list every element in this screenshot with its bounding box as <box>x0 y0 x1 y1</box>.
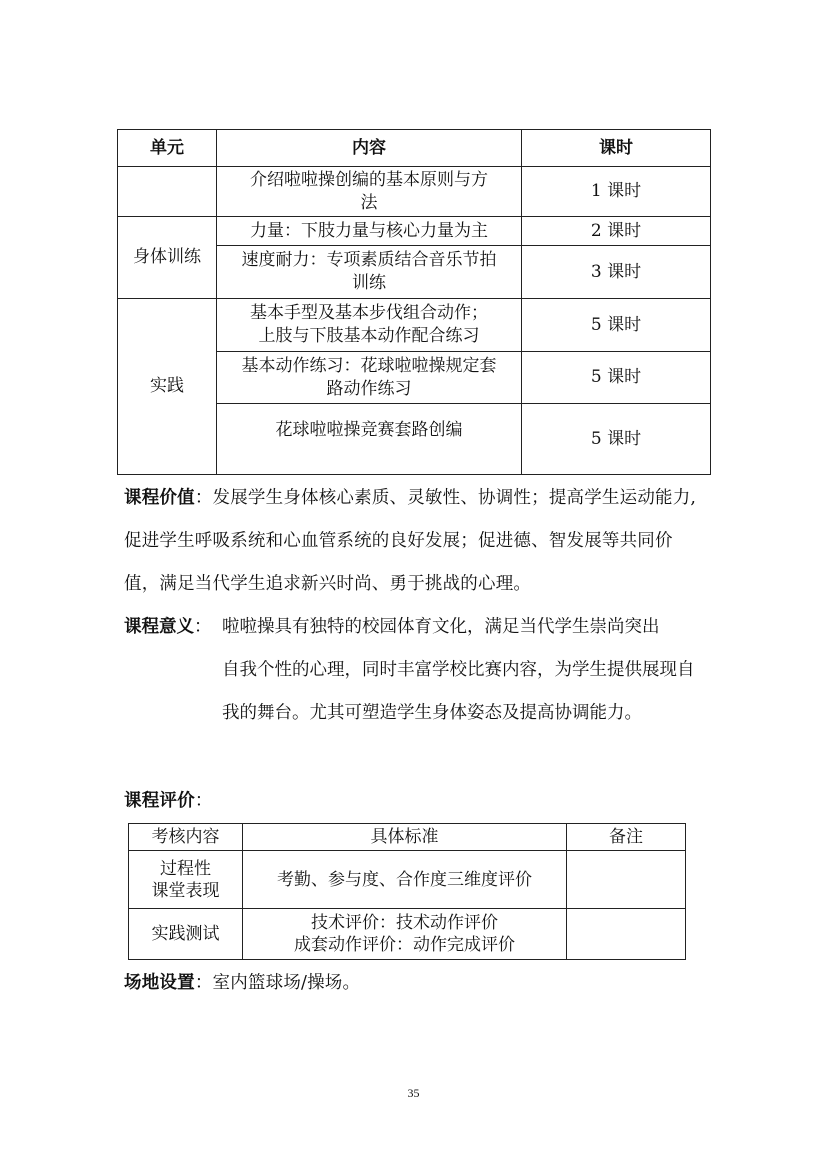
content-cell: 力量：下肢力量与核心力量为主 <box>217 217 522 246</box>
venue-colon: ： <box>194 973 213 993</box>
hours-cell: 2 课时 <box>522 217 711 246</box>
table-row <box>129 851 686 909</box>
hours-cell: 1 课时 <box>522 167 711 217</box>
table-header-row <box>118 130 711 167</box>
course-meaning-rest: 自我个性的心理，同时丰富学校比赛内容，为学生提供展现自我的舞台。尤其可塑造学生身体姿态及提高协调能力。 <box>222 660 695 723</box>
hours-cell: 5 课时 <box>522 352 711 404</box>
note-cell <box>567 851 686 909</box>
course-meaning-label: 课程意义 <box>124 617 194 637</box>
header-content: 内容 <box>217 130 522 167</box>
table-row <box>118 217 711 246</box>
page-number: 35 <box>407 1086 420 1100</box>
content-cell: 介绍啦啦操创编的基本原则与方 法 <box>217 167 522 217</box>
course-meaning-heading <box>124 606 212 649</box>
note-cell <box>567 909 686 960</box>
venue-text: 室内篮球场/操场。 <box>212 973 361 993</box>
content-cell: 基本动作练习：花球啦啦操规定套 路动作练习 <box>217 352 522 404</box>
standard-cell: 考勤、参与度、合作度三维度评价 <box>243 851 567 909</box>
table-row <box>129 909 686 960</box>
content-cell: 基本手型及基本步伐组合动作； 上肢与下肢基本动作配合练习 <box>217 299 522 352</box>
header-standard: 具体标准 <box>243 824 567 851</box>
table-row <box>118 299 711 352</box>
venue-paragraph <box>124 962 708 1005</box>
hours-cell: 5 课时 <box>522 299 711 352</box>
course-value-paragraph <box>124 477 708 606</box>
course-meaning-colon: ： <box>194 617 212 637</box>
unit-cell: 实践 <box>118 299 217 475</box>
unit-cell: 身体训练 <box>118 217 217 299</box>
table-header-row <box>129 824 686 851</box>
standard-cell: 技术评价：技术动作评价 成套动作评价：动作完成评价 <box>243 909 567 960</box>
content-cell: 花球啦啦操竞赛套路创编 <box>217 404 522 475</box>
venue-label: 场地设置 <box>124 973 195 993</box>
item-cell: 过程性 课堂表现 <box>129 851 243 909</box>
table-row <box>118 167 711 217</box>
header-unit: 单元 <box>118 130 217 167</box>
course-evaluation-label: 课程评价 <box>124 791 195 811</box>
course-meaning-line1: 啦啦操具有独特的校园体育文化，满足当代学生崇尚突出 <box>222 617 660 637</box>
evaluation-table <box>128 823 686 960</box>
hours-cell: 5 课时 <box>522 404 711 475</box>
course-value-label: 课程价值 <box>124 488 195 508</box>
course-evaluation-colon: ： <box>194 791 213 811</box>
course-units-table <box>117 129 711 475</box>
course-value-text: 发展学生身体核心素质、灵敏性、协调性；提高学生运动能力,促进学生呼吸系统和心血管系统的良好发展；促进德、智发展等共同价值，满足当代学生追求新兴时尚、勇于挑战的心理。 <box>124 488 697 594</box>
course-meaning-paragraph <box>124 606 710 778</box>
hours-cell: 3 课时 <box>522 246 711 299</box>
course-meaning-body <box>222 606 710 735</box>
unit-cell <box>118 167 217 217</box>
course-evaluation-heading <box>124 780 708 823</box>
header-note: 备注 <box>567 824 686 851</box>
header-hours: 课时 <box>522 130 711 167</box>
course-value-colon: ： <box>194 488 213 508</box>
content-cell: 速度耐力：专项素质结合音乐节拍 训练 <box>217 246 522 299</box>
item-cell: 实践测试 <box>129 909 243 960</box>
header-item: 考核内容 <box>129 824 243 851</box>
